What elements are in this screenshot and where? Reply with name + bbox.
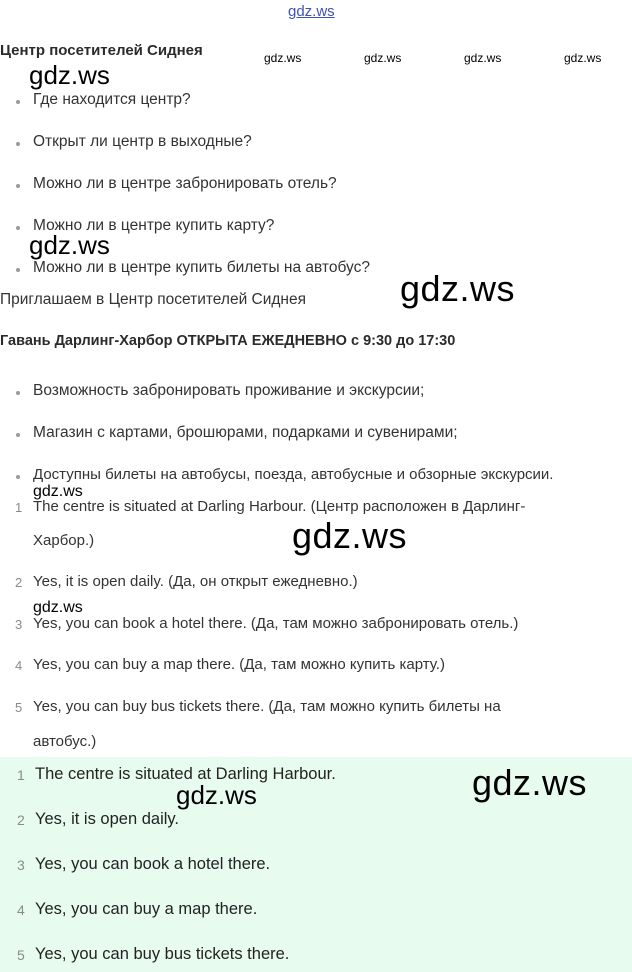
answer-text: Yes, you can buy a map there. [35, 900, 258, 918]
watermark-medium: gdz.ws [29, 230, 110, 260]
answer-text: Yes, you can book a hotel there. [35, 855, 271, 873]
answer-text-continued: автобус.) [33, 733, 97, 750]
bullet-icon [16, 268, 20, 272]
bullet-icon [16, 433, 20, 437]
question-text: Можно ли в центре забронировать отель? [33, 175, 337, 192]
question-text: Где находится центр? [33, 91, 191, 108]
watermark-medium: gdz.ws [176, 780, 257, 810]
item-number: 5 [17, 947, 25, 963]
feature-text: Магазин с картами, брошюрами, подарками и сувенирами; [33, 424, 458, 441]
watermark-medium: gdz.ws [29, 60, 110, 90]
bullet-icon [16, 475, 20, 479]
answer-text: Yes, you can book a hotel there. (Да, там можно забронировать отель.) [33, 615, 519, 632]
item-number: 5 [15, 700, 23, 715]
question-text: Можно ли в центре купить билеты на автобус? [33, 259, 370, 276]
item-number: 4 [15, 658, 23, 673]
answer-text: Yes, you can buy bus tickets there. (Да, там можно купить билеты на [33, 698, 501, 715]
item-number: 3 [15, 617, 23, 632]
answer-text: Yes, you can buy a map there. (Да, там можно купить карту.) [33, 656, 445, 673]
item-number: 1 [15, 500, 23, 515]
watermark-small: gdz.ws [364, 51, 402, 65]
feature-text: Возможность забронировать проживание и экскурсии; [33, 382, 425, 399]
watermark-small: gdz.ws [564, 51, 602, 65]
item-number: 3 [17, 857, 25, 873]
bullet-icon [16, 100, 20, 104]
question-text: Можно ли в центре купить карту? [33, 217, 275, 234]
visitor-centre-heading: Центр посетителей Сиднея [0, 42, 203, 59]
item-number: 1 [17, 767, 25, 783]
feature-text: Доступны билеты на автобусы, поезда, автобусные и обзорные экскурсии. [33, 466, 554, 483]
item-number: 2 [15, 575, 23, 590]
watermark-large: gdz.ws [400, 268, 516, 309]
watermark-large: gdz.ws [292, 515, 408, 556]
bullet-icon [16, 184, 20, 188]
answer-text: Yes, it is open daily. [35, 810, 180, 828]
watermark-large: gdz.ws [472, 762, 588, 803]
bullet-icon [16, 391, 20, 395]
top-watermark-link[interactable]: gdz.ws [288, 3, 335, 20]
item-number: 2 [17, 812, 25, 828]
answer-text: Yes, it is open daily. (Да, он открыт ежедневно.) [33, 573, 358, 590]
answer-text-continued: Харбор.) [33, 532, 95, 549]
question-text: Открыт ли центр в выходные? [33, 133, 252, 150]
answer-text: The centre is situated at Darling Harbour. (Центр расположен в Дарлинг- [33, 498, 526, 515]
opening-hours-heading: Гавань Дарлинг-Харбор ОТКРЫТА ЕЖЕДНЕВНО с 9:30 до 17:30 [0, 333, 456, 349]
bullet-icon [16, 226, 20, 230]
watermark-small: gdz.ws [264, 51, 302, 65]
invite-line: Приглашаем в Центр посетителей Сиднея [0, 291, 307, 308]
answer-text: Yes, you can buy bus tickets there. [35, 945, 290, 963]
watermark-small: gdz.ws [33, 599, 83, 616]
bullet-icon [16, 142, 20, 146]
item-number: 4 [17, 902, 25, 918]
watermark-small: gdz.ws [33, 483, 83, 500]
watermark-small: gdz.ws [464, 51, 502, 65]
answer-text: The centre is situated at Darling Harbour. [35, 765, 336, 783]
